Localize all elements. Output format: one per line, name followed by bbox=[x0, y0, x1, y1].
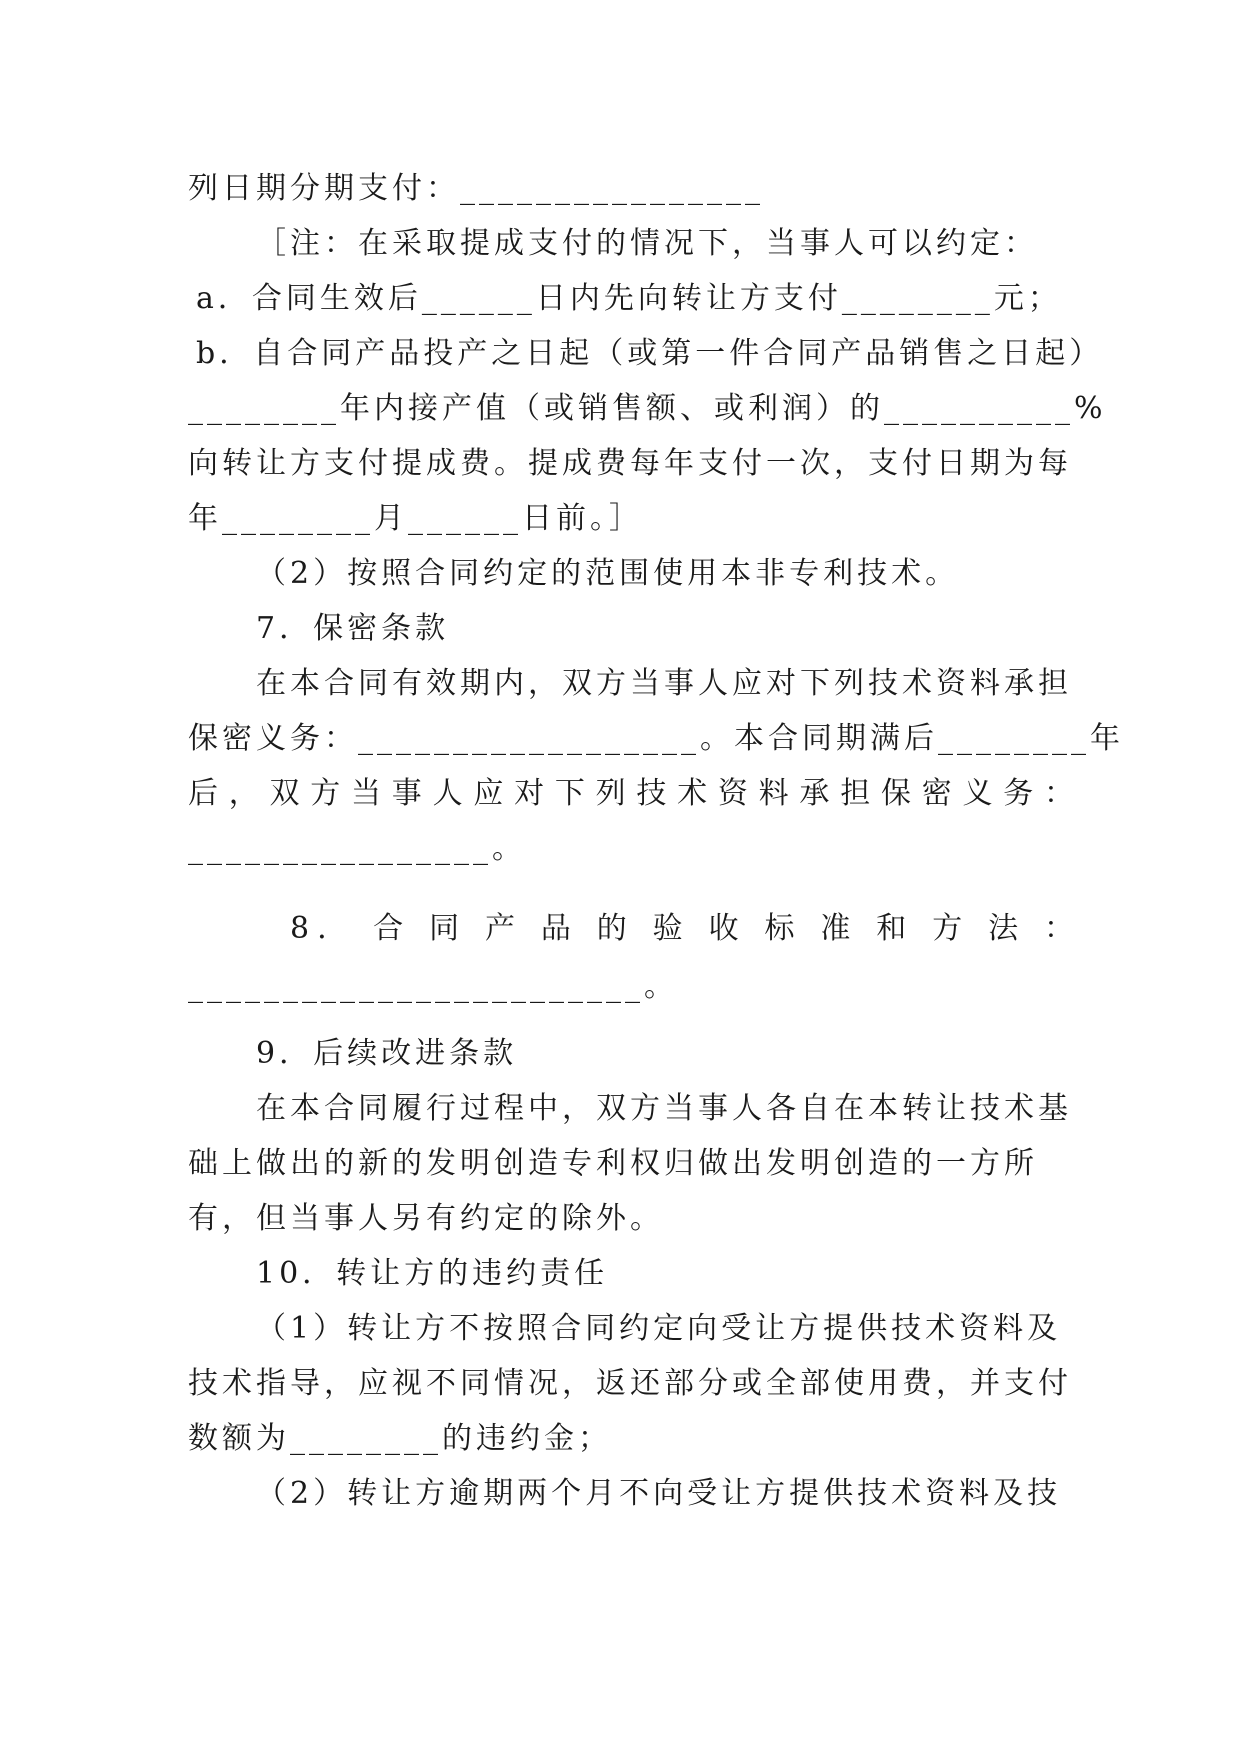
text-line-21: （1）转让方不按照合同约定向受让方提供技术资料及 bbox=[256, 1311, 1062, 1346]
text-line-15: ________________________。 bbox=[188, 969, 678, 1004]
section-heading-7: 7．保密条款 bbox=[256, 611, 450, 646]
text-line-1: 列日期分期支付：________________ bbox=[188, 171, 764, 206]
text-line-10: 在本合同有效期内，双方当事人应对下列技术资料承担 bbox=[256, 666, 1072, 701]
section-heading-8: 8． 合 同 产 品 的 验 收 标 准 和 方 法 ： bbox=[290, 911, 1078, 946]
text-line-8: （2）按照合同约定的范围使用本非专利技术。 bbox=[256, 556, 960, 591]
text-line-4: b．自合同产品投产之日起（或第一件合同产品销售之日起） bbox=[196, 336, 1104, 371]
section-heading-10: 10．转让方的违约责任 bbox=[256, 1256, 609, 1291]
text-line-19: 有，但当事人另有约定的除外。 bbox=[188, 1201, 664, 1236]
text-line-12: 后，双方当事人应对下列技术资料承担保密义务： bbox=[188, 776, 1078, 811]
text-line-7: 年________月______日前。］ bbox=[188, 501, 643, 536]
text-line-23: 数额为________的违约金； bbox=[188, 1421, 612, 1456]
text-line-3: a．合同生效后______日内先向转让方支付________元； bbox=[196, 281, 1062, 316]
text-line-24: （2）转让方逾期两个月不向受让方提供技术资料及技 bbox=[256, 1476, 1062, 1511]
text-line-6: 向转让方支付提成费。提成费每年支付一次，支付日期为每 bbox=[188, 446, 1072, 481]
text-line-2: ［注：在采取提成支付的情况下，当事人可以约定： bbox=[256, 226, 1038, 261]
text-line-17: 在本合同履行过程中，双方当事人各自在本转让技术基 bbox=[256, 1091, 1072, 1126]
section-heading-9: 9．后续改进条款 bbox=[256, 1036, 518, 1071]
text-line-5: ________年内接产值（或销售额、或利润）的__________% bbox=[188, 391, 1107, 426]
text-line-18: 础上做出的新的发明创造专利权归做出发明创造的一方所 bbox=[188, 1146, 1038, 1181]
text-line-11: 保密义务：__________________。本合同期满后________年 bbox=[188, 721, 1124, 756]
text-line-22: 技术指导，应视不同情况，返还部分或全部使用费，并支付 bbox=[188, 1366, 1072, 1401]
text-line-13: ________________。 bbox=[188, 831, 526, 866]
